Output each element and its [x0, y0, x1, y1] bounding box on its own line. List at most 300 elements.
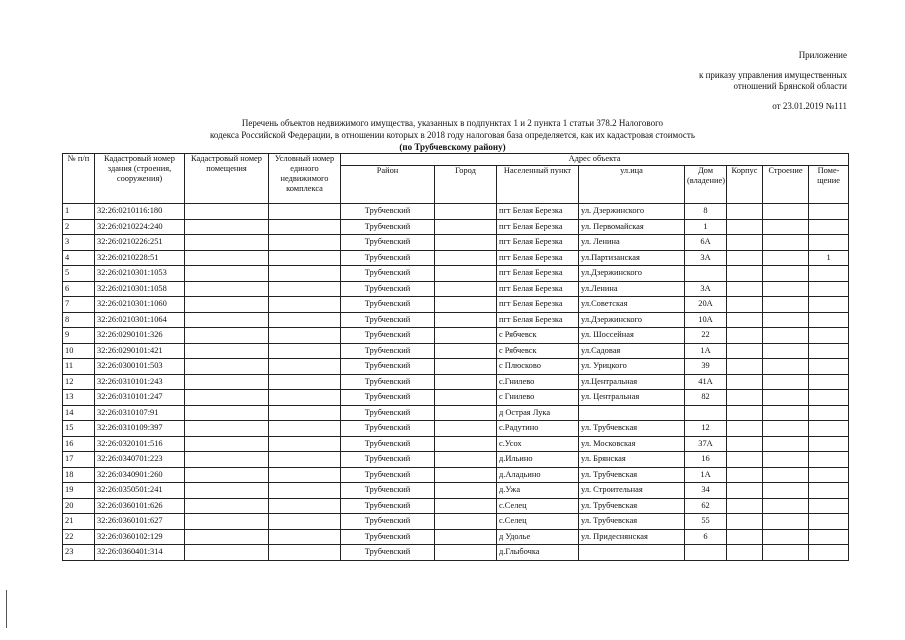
cell-cadastral-number: 32:26:0210301:1058 — [95, 281, 185, 297]
table-row — [63, 421, 849, 437]
table-row — [63, 514, 849, 530]
cell-house: 3А — [685, 281, 727, 297]
cell-district: Трубчевский — [341, 405, 435, 421]
appendix-label: Приложение — [798, 50, 847, 60]
cell-building — [763, 514, 809, 530]
document-title-line-1: Перечень объектов недвижимого имущества, указанных в подпунктах 1 и 2 пункта 1 статьи 378.2 Налогового — [241, 118, 664, 128]
cell-korpus — [727, 219, 763, 235]
header-address: Адрес объекта — [341, 154, 849, 166]
cell-settlement: пгт Белая Березка — [497, 204, 579, 220]
cell-room — [809, 312, 849, 328]
cell-conditional-number — [269, 483, 341, 499]
cell-cadastral-room — [185, 328, 269, 344]
cell-cadastral-number: 32:26:0340901:260 — [95, 467, 185, 483]
cell-district: Трубчевский — [341, 343, 435, 359]
cell-cadastral-room — [185, 421, 269, 437]
cell-city — [435, 204, 497, 220]
cell-building — [763, 266, 809, 282]
cell-number: 15 — [63, 421, 95, 437]
cell-korpus — [727, 529, 763, 545]
cell-city — [435, 281, 497, 297]
cell-cadastral-number: 32:26:0210228:51 — [95, 250, 185, 266]
cell-city — [435, 529, 497, 545]
cell-korpus — [727, 390, 763, 406]
cell-city — [435, 266, 497, 282]
cell-street: ул. Трубчевская — [579, 514, 685, 530]
cell-settlement: д Острая Лука — [497, 405, 579, 421]
cell-district: Трубчевский — [341, 297, 435, 313]
appendix-order-line: к приказу управления имущественных — [698, 70, 847, 80]
cell-cadastral-room — [185, 545, 269, 561]
cell-cadastral-number: 32:26:0310109:397 — [95, 421, 185, 437]
cell-cadastral-number: 32:26:0210301:1053 — [95, 266, 185, 282]
cell-room: 1 — [809, 250, 849, 266]
cell-room — [809, 359, 849, 375]
cell-building — [763, 281, 809, 297]
header-street: ул.ица — [579, 166, 685, 204]
cell-house: 6 — [685, 529, 727, 545]
cell-number: 13 — [63, 390, 95, 406]
cell-settlement: пгт Белая Березка — [497, 250, 579, 266]
cell-city — [435, 390, 497, 406]
cell-cadastral-room — [185, 483, 269, 499]
cell-cadastral-room — [185, 359, 269, 375]
cell-korpus — [727, 421, 763, 437]
cell-house: 37А — [685, 436, 727, 452]
cell-city — [435, 421, 497, 437]
cell-house: 55 — [685, 514, 727, 530]
cell-settlement: с.Радутино — [497, 421, 579, 437]
cell-number: 10 — [63, 343, 95, 359]
cell-korpus — [727, 467, 763, 483]
header-conditional-number: Условный номер единого недвижимого комплекса — [269, 154, 341, 204]
cell-cadastral-number: 32:26:0320101:516 — [95, 436, 185, 452]
cell-district: Трубчевский — [341, 204, 435, 220]
cell-korpus — [727, 452, 763, 468]
cell-street: ул. Брянская — [579, 452, 685, 468]
cell-district: Трубчевский — [341, 235, 435, 251]
cell-street: ул. Московская — [579, 436, 685, 452]
cell-cadastral-number: 32:26:0360401:314 — [95, 545, 185, 561]
cell-conditional-number — [269, 529, 341, 545]
cell-number: 17 — [63, 452, 95, 468]
cell-number: 3 — [63, 235, 95, 251]
cell-cadastral-number: 32:26:0310101:247 — [95, 390, 185, 406]
cell-district: Трубчевский — [341, 436, 435, 452]
cell-number: 20 — [63, 498, 95, 514]
cell-settlement: с Рябчевск — [497, 328, 579, 344]
table-row — [63, 235, 849, 251]
cell-house: 34 — [685, 483, 727, 499]
cell-street — [579, 545, 685, 561]
table-row — [63, 529, 849, 545]
appendix-date-number: от 23.01.2019 №111 — [772, 101, 847, 111]
cell-street: ул. Придеснянская — [579, 529, 685, 545]
table-row — [63, 250, 849, 266]
cell-house: 3А — [685, 250, 727, 266]
cell-cadastral-room — [185, 250, 269, 266]
scan-edge-line — [6, 590, 7, 628]
cell-house: 41А — [685, 374, 727, 390]
cell-city — [435, 343, 497, 359]
table-row — [63, 483, 849, 499]
cell-house: 82 — [685, 390, 727, 406]
cell-cadastral-room — [185, 219, 269, 235]
header-settlement: Населенный пункт — [497, 166, 579, 204]
cell-district: Трубчевский — [341, 452, 435, 468]
cell-room — [809, 405, 849, 421]
cell-settlement: д.Ильино — [497, 452, 579, 468]
cell-number: 11 — [63, 359, 95, 375]
cell-number: 16 — [63, 436, 95, 452]
cell-number: 22 — [63, 529, 95, 545]
cell-house: 20А — [685, 297, 727, 313]
cell-building — [763, 250, 809, 266]
cell-cadastral-number: 32:26:0310101:243 — [95, 374, 185, 390]
cell-building — [763, 328, 809, 344]
cell-city — [435, 374, 497, 390]
cell-korpus — [727, 436, 763, 452]
table-row — [63, 297, 849, 313]
cell-city — [435, 452, 497, 468]
cell-district: Трубчевский — [341, 374, 435, 390]
cell-street: ул. Ленина — [579, 235, 685, 251]
cell-room — [809, 374, 849, 390]
cell-cadastral-number: 32:26:0350501:241 — [95, 483, 185, 499]
cell-number: 4 — [63, 250, 95, 266]
cell-room — [809, 219, 849, 235]
register-rows — [63, 204, 849, 561]
cell-settlement: пгт Белая Березка — [497, 297, 579, 313]
cell-number: 9 — [63, 328, 95, 344]
cell-street: ул.Дзержинского — [579, 266, 685, 282]
cell-city — [435, 250, 497, 266]
cell-house: 1 — [685, 219, 727, 235]
cell-korpus — [727, 312, 763, 328]
cell-street: ул.Ленина — [579, 281, 685, 297]
cell-house: 1А — [685, 343, 727, 359]
cell-cadastral-room — [185, 297, 269, 313]
cell-building — [763, 436, 809, 452]
cell-city — [435, 219, 497, 235]
cell-cadastral-room — [185, 514, 269, 530]
cell-building — [763, 452, 809, 468]
cell-house: 62 — [685, 498, 727, 514]
cell-room — [809, 390, 849, 406]
cell-conditional-number — [269, 374, 341, 390]
table-row — [63, 204, 849, 220]
cell-settlement: с.Селец — [497, 514, 579, 530]
cell-conditional-number — [269, 390, 341, 406]
cell-cadastral-room — [185, 204, 269, 220]
cell-settlement: с.Усох — [497, 436, 579, 452]
cell-district: Трубчевский — [341, 281, 435, 297]
cell-room — [809, 436, 849, 452]
cell-house: 6А — [685, 235, 727, 251]
cell-building — [763, 312, 809, 328]
cell-district: Трубчевский — [341, 328, 435, 344]
cell-cadastral-room — [185, 390, 269, 406]
table-row — [63, 374, 849, 390]
cell-city — [435, 514, 497, 530]
cell-room — [809, 514, 849, 530]
cell-conditional-number — [269, 312, 341, 328]
cell-district: Трубчевский — [341, 250, 435, 266]
cell-settlement: пгт Белая Березка — [497, 312, 579, 328]
cell-district: Трубчевский — [341, 266, 435, 282]
cell-city — [435, 498, 497, 514]
cell-house: 22 — [685, 328, 727, 344]
cell-conditional-number — [269, 359, 341, 375]
cell-building — [763, 343, 809, 359]
cell-korpus — [727, 266, 763, 282]
cell-house: 8 — [685, 204, 727, 220]
cell-room — [809, 343, 849, 359]
cell-street: ул. Шоссейная — [579, 328, 685, 344]
cell-cadastral-number: 32:26:0360101:626 — [95, 498, 185, 514]
property-register-table — [62, 153, 849, 561]
cell-city — [435, 297, 497, 313]
cell-settlement: д.Аладьино — [497, 467, 579, 483]
cell-house — [685, 405, 727, 421]
cell-city — [435, 483, 497, 499]
document-title-line-2: кодекса Российской Федерации, в отношении которых в 2018 году налоговая база определяется, как их кадастровая стоимость — [210, 130, 695, 140]
cell-conditional-number — [269, 343, 341, 359]
cell-cadastral-number: 32:26:0290101:326 — [95, 328, 185, 344]
cell-settlement: с.Гнилево — [497, 374, 579, 390]
header-number: № п/п — [63, 154, 95, 204]
cell-cadastral-number: 32:26:0210226:251 — [95, 235, 185, 251]
header-district: Район — [341, 166, 435, 204]
cell-korpus — [727, 343, 763, 359]
cell-building — [763, 467, 809, 483]
cell-district: Трубчевский — [341, 312, 435, 328]
cell-street: ул.Центральная — [579, 374, 685, 390]
cell-house — [685, 266, 727, 282]
cell-house — [685, 545, 727, 561]
cell-korpus — [727, 250, 763, 266]
cell-korpus — [727, 328, 763, 344]
cell-district: Трубчевский — [341, 483, 435, 499]
cell-korpus — [727, 483, 763, 499]
table-row — [63, 343, 849, 359]
cell-room — [809, 235, 849, 251]
cell-city — [435, 545, 497, 561]
cell-district: Трубчевский — [341, 421, 435, 437]
cell-korpus — [727, 514, 763, 530]
table-row — [63, 452, 849, 468]
cell-settlement: д Удолье — [497, 529, 579, 545]
cell-settlement: пгт Белая Березка — [497, 281, 579, 297]
cell-building — [763, 545, 809, 561]
table-row — [63, 312, 849, 328]
cell-cadastral-number: 32:26:0210224:240 — [95, 219, 185, 235]
cell-room — [809, 204, 849, 220]
cell-cadastral-number: 32:26:0360102:129 — [95, 529, 185, 545]
cell-settlement: пгт Белая Березка — [497, 219, 579, 235]
cell-building — [763, 421, 809, 437]
cell-conditional-number — [269, 235, 341, 251]
cell-district: Трубчевский — [341, 467, 435, 483]
cell-korpus — [727, 297, 763, 313]
cell-number: 7 — [63, 297, 95, 313]
cell-district: Трубчевский — [341, 498, 435, 514]
cell-number: 2 — [63, 219, 95, 235]
cell-conditional-number — [269, 297, 341, 313]
cell-conditional-number — [269, 545, 341, 561]
cell-cadastral-room — [185, 281, 269, 297]
cell-number: 12 — [63, 374, 95, 390]
cell-conditional-number — [269, 436, 341, 452]
cell-house: 39 — [685, 359, 727, 375]
cell-conditional-number — [269, 328, 341, 344]
cell-street: ул.Дзержинского — [579, 312, 685, 328]
cell-room — [809, 328, 849, 344]
cell-korpus — [727, 498, 763, 514]
cell-room — [809, 529, 849, 545]
cell-building — [763, 374, 809, 390]
cell-district: Трубчевский — [341, 545, 435, 561]
cell-korpus — [727, 359, 763, 375]
cell-building — [763, 483, 809, 499]
cell-conditional-number — [269, 452, 341, 468]
cell-city — [435, 467, 497, 483]
table-row — [63, 281, 849, 297]
cell-cadastral-room — [185, 374, 269, 390]
cell-conditional-number — [269, 421, 341, 437]
cell-number: 5 — [63, 266, 95, 282]
cell-district: Трубчевский — [341, 390, 435, 406]
cell-city — [435, 436, 497, 452]
cell-room — [809, 421, 849, 437]
table-row — [63, 467, 849, 483]
table-row — [63, 498, 849, 514]
cell-settlement: с Гнилево — [497, 390, 579, 406]
table-row — [63, 266, 849, 282]
cell-cadastral-room — [185, 312, 269, 328]
cell-conditional-number — [269, 266, 341, 282]
cell-district: Трубчевский — [341, 359, 435, 375]
cell-room — [809, 498, 849, 514]
cell-cadastral-number: 32:26:0360101:627 — [95, 514, 185, 530]
cell-street: ул. Строительная — [579, 483, 685, 499]
cell-number: 1 — [63, 204, 95, 220]
header-cadastral-room: Кадастровый номер помещения — [185, 154, 269, 204]
cell-settlement: пгт Белая Березка — [497, 266, 579, 282]
document-title-region: (по Трубчевскому району) — [399, 142, 506, 152]
cell-settlement: с Плюсково — [497, 359, 579, 375]
cell-cadastral-room — [185, 452, 269, 468]
cell-building — [763, 359, 809, 375]
cell-number: 23 — [63, 545, 95, 561]
cell-cadastral-number: 32:26:0210301:1064 — [95, 312, 185, 328]
cell-cadastral-room — [185, 405, 269, 421]
cell-conditional-number — [269, 514, 341, 530]
cell-settlement: с Рябчевск — [497, 343, 579, 359]
cell-cadastral-number: 32:26:0290101:421 — [95, 343, 185, 359]
cell-conditional-number — [269, 219, 341, 235]
cell-number: 18 — [63, 467, 95, 483]
cell-settlement: пгт Белая Березка — [497, 235, 579, 251]
cell-building — [763, 297, 809, 313]
header-korpus: Корпус — [727, 166, 763, 204]
cell-cadastral-room — [185, 235, 269, 251]
table-row — [63, 436, 849, 452]
cell-settlement: д.Глыбочка — [497, 545, 579, 561]
table-row — [63, 219, 849, 235]
cell-room — [809, 452, 849, 468]
cell-street — [579, 405, 685, 421]
table-row — [63, 359, 849, 375]
cell-room — [809, 545, 849, 561]
cell-cadastral-number: 32:26:0300101:503 — [95, 359, 185, 375]
cell-korpus — [727, 545, 763, 561]
header-building: Строение — [763, 166, 809, 204]
cell-city — [435, 328, 497, 344]
cell-street: ул. Трубчевская — [579, 421, 685, 437]
cell-conditional-number — [269, 281, 341, 297]
cell-street: ул. Первомайская — [579, 219, 685, 235]
cell-cadastral-number: 32:26:0210116:180 — [95, 204, 185, 220]
table-row — [63, 545, 849, 561]
cell-room — [809, 266, 849, 282]
cell-building — [763, 498, 809, 514]
cell-building — [763, 235, 809, 251]
cell-settlement: д.Ужа — [497, 483, 579, 499]
cell-cadastral-number: 32:26:0210301:1060 — [95, 297, 185, 313]
cell-street: ул.Советская — [579, 297, 685, 313]
cell-conditional-number — [269, 405, 341, 421]
cell-cadastral-room — [185, 529, 269, 545]
cell-number: 21 — [63, 514, 95, 530]
cell-building — [763, 219, 809, 235]
cell-building — [763, 204, 809, 220]
cell-conditional-number — [269, 498, 341, 514]
cell-city — [435, 405, 497, 421]
cell-room — [809, 297, 849, 313]
cell-city — [435, 359, 497, 375]
header-cadastral-building: Кадастровый номер здания (строения, сооружения) — [95, 154, 185, 204]
cell-house: 16 — [685, 452, 727, 468]
cell-city — [435, 312, 497, 328]
cell-korpus — [727, 204, 763, 220]
table-row — [63, 405, 849, 421]
cell-korpus — [727, 235, 763, 251]
cell-district: Трубчевский — [341, 529, 435, 545]
appendix-authority-line: отношений Брянской области — [733, 81, 847, 91]
cell-cadastral-room — [185, 436, 269, 452]
cell-number: 8 — [63, 312, 95, 328]
table-row — [63, 328, 849, 344]
cell-house: 1А — [685, 467, 727, 483]
cell-settlement: с.Селец — [497, 498, 579, 514]
cell-district: Трубчевский — [341, 219, 435, 235]
cell-house: 12 — [685, 421, 727, 437]
table-row — [63, 390, 849, 406]
cell-street: ул. Трубчевская — [579, 498, 685, 514]
cell-cadastral-number: 32:26:0340701:223 — [95, 452, 185, 468]
cell-cadastral-number: 32:26:0310107:91 — [95, 405, 185, 421]
cell-street: ул. Дзержинского — [579, 204, 685, 220]
cell-cadastral-room — [185, 266, 269, 282]
cell-city — [435, 235, 497, 251]
cell-street: ул. Урицкого — [579, 359, 685, 375]
cell-number: 6 — [63, 281, 95, 297]
header-house: Дом (владение) — [685, 166, 727, 204]
cell-street: ул. Центральная — [579, 390, 685, 406]
cell-building — [763, 405, 809, 421]
cell-number: 14 — [63, 405, 95, 421]
